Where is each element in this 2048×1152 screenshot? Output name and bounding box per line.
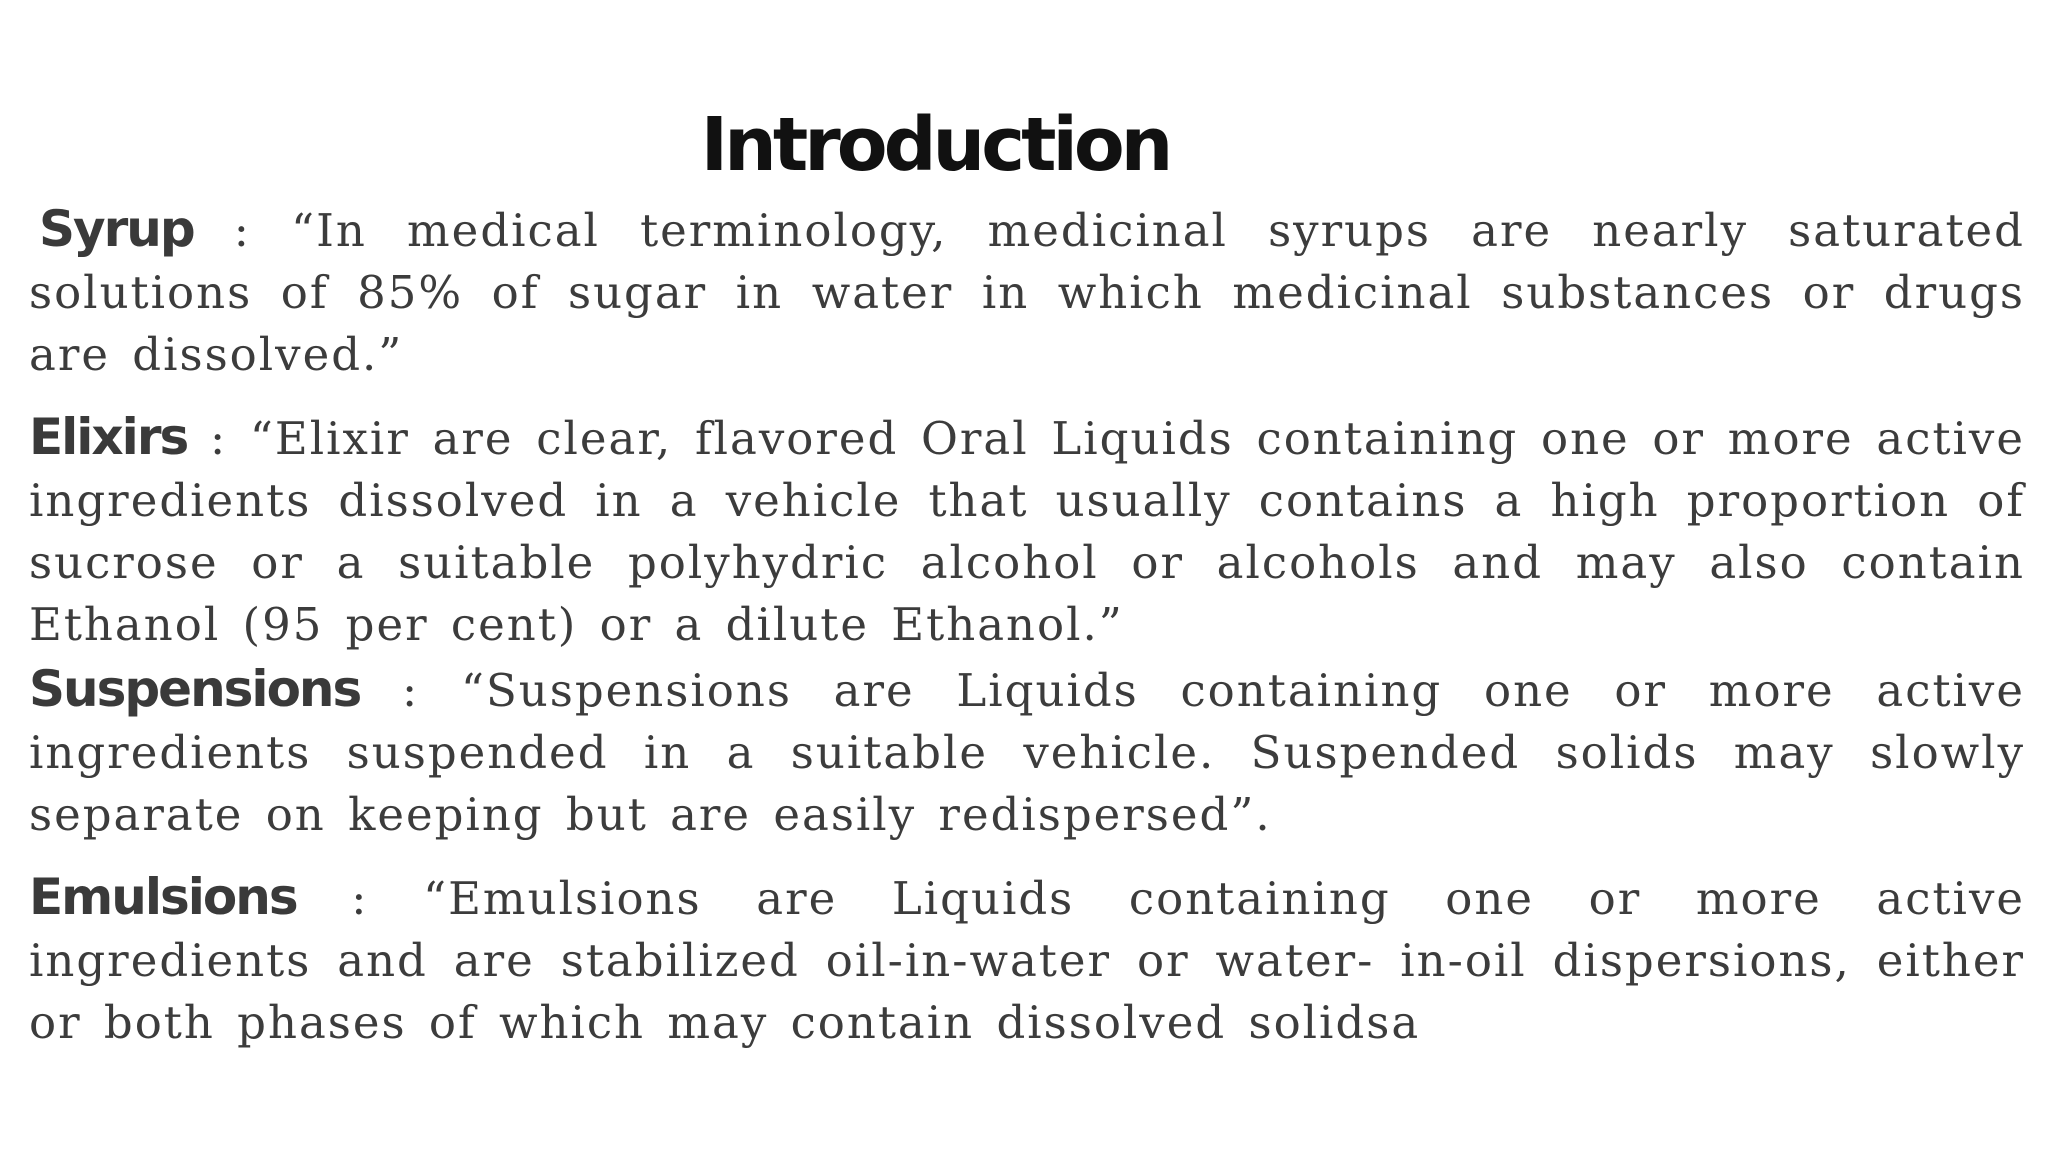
definition-emulsions (29, 866, 2025, 1054)
definition-syrup (29, 198, 2025, 386)
definition-suspensions (29, 658, 2025, 846)
definition-elixirs (29, 406, 2025, 656)
definition-text: “Suspensions are Liquids containing one or more active ingredients suspended in a suitable vehicle. Suspended solids may slowly separate on keeping but are easily redispersed”. (29, 664, 2025, 841)
term-suspensions: Suspensions (29, 660, 361, 718)
definition-text: “Elixir are clear, flavored Oral Liquids containing one or more active ingredients dissolved in a vehicle that usually contains a high proportion of sucrose or a suitable polyhydric alcohol or alcohols and may also contain Ethanol (95 per cent) or a dilute Ethanol.” (29, 412, 2025, 651)
separator: : (193, 204, 292, 257)
term-syrup: Syrup (39, 200, 194, 258)
separator: : (296, 872, 424, 925)
slide-title: Introduction (700, 102, 1170, 188)
term-elixirs: Elixirs (29, 408, 188, 466)
separator: : (360, 664, 461, 717)
definition-text: “Emulsions are Liquids containing one or more active ingredients and are stabilized oil-in-water or water- in-oil dispersions, either or both phases of which may contain dissolved solidsa (29, 872, 2025, 1049)
definitions-body (29, 198, 2025, 1054)
definition-text: “In medical terminology, medicinal syrups are nearly saturated solutions of 85% of sugar in water in which medicinal substances or drugs are dissolved.” (29, 204, 2025, 381)
separator: : (187, 412, 250, 465)
term-emulsions: Emulsions (29, 868, 297, 926)
